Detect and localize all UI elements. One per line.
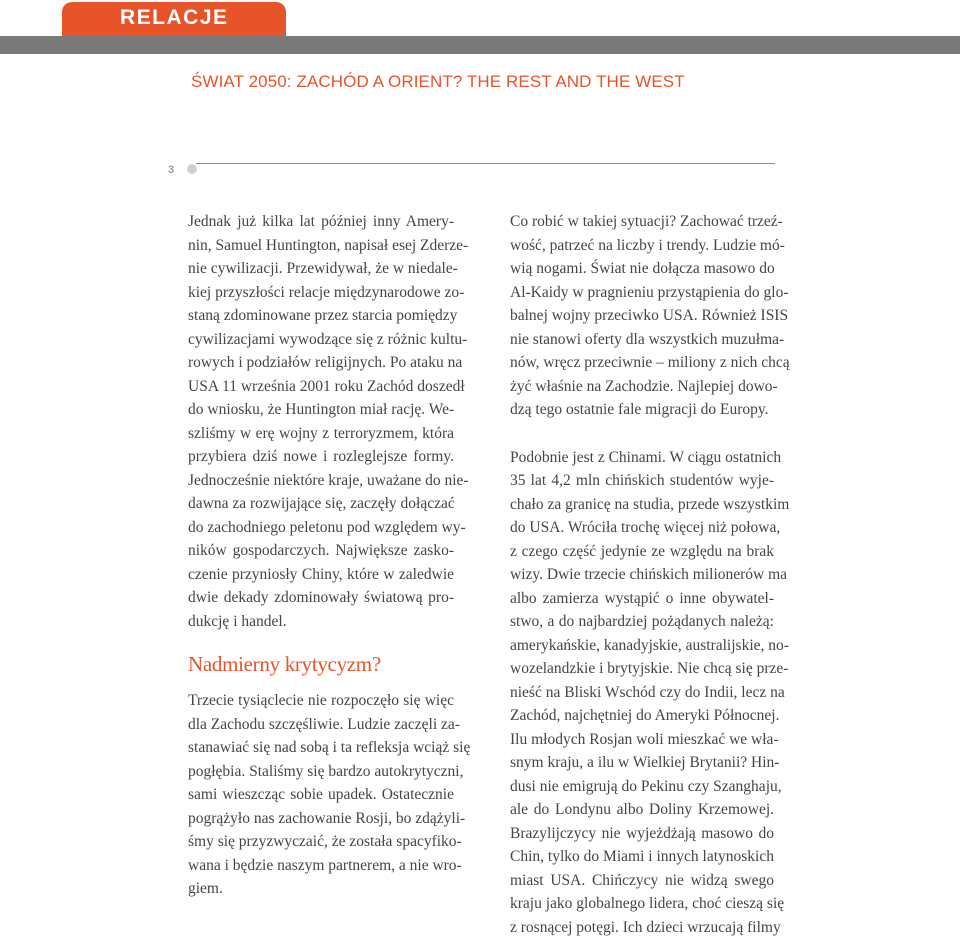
text-line: USA 11 września 2001 roku Zachód doszedł bbox=[188, 375, 454, 399]
text-line: dawna za rozwijające się, zaczęły dołączać bbox=[188, 492, 454, 516]
text-line: dzą tego ostatnie fale migracji do Europy. bbox=[510, 398, 774, 422]
text-line: Al-Kaidy w pragnieniu przystąpienia do glo- bbox=[510, 281, 774, 305]
text-line: amerykańskie, kanadyjskie, australijskie, no- bbox=[510, 634, 774, 658]
text-line: wozelandzkie i brytyjskie. Nie chcą się prze- bbox=[510, 657, 774, 681]
text-line: pogłębia. Staliśmy się bardzo autokrytyczni, bbox=[188, 760, 454, 784]
text-line: do USA. Wróciła trochę więcej niż połowa, bbox=[510, 516, 774, 540]
text-line: ale do Londynu albo Doliny Krzemowej. bbox=[510, 798, 774, 822]
left-column bbox=[188, 210, 454, 901]
text-line: wana i będzie naszym partnerem, a nie wro- bbox=[188, 854, 454, 878]
text-line: dukcję i handel. bbox=[188, 610, 454, 634]
text-line: Jednak już kilka lat później inny Amery- bbox=[188, 210, 454, 234]
text-line: balnej wojny przeciwko USA. Również ISIS bbox=[510, 304, 774, 328]
text-line: nin, Samuel Huntington, napisał esej Zderze- bbox=[188, 234, 454, 258]
text-line: Zachód, najchętniej do Ameryki Północnej. bbox=[510, 704, 774, 728]
text-line: snym kraju, a ilu w Wielkiej Brytanii? Hin- bbox=[510, 751, 774, 775]
section-label: RELACJE bbox=[120, 6, 229, 30]
text-line: ników gospodarczych. Największe zasko- bbox=[188, 539, 454, 563]
text-line: szliśmy w erę wojny z terroryzmem, która bbox=[188, 422, 454, 446]
text-line: chało za granicę na studia, przede wszystkim bbox=[510, 493, 774, 517]
text-line: do zachodniego peletonu pod względem wy- bbox=[188, 516, 454, 540]
text-line: Chin, tylko do Miami i innych latynoskich bbox=[510, 845, 774, 869]
text-line: do wniosku, że Huntington miał rację. We- bbox=[188, 398, 454, 422]
text-line: sami wieszcząc sobie upadek. Ostatecznie bbox=[188, 783, 454, 807]
right-paragraph-2 bbox=[510, 446, 774, 939]
text-line: cywilizacjami wywodzące się z różnic kultu- bbox=[188, 328, 454, 352]
text-line: staną zdominowane przez starcia pomiędzy bbox=[188, 304, 454, 328]
text-line: dla Zachodu szczęśliwie. Ludzie zaczęli za- bbox=[188, 713, 454, 737]
article-title: ŚWIAT 2050: ZACHÓD A ORIENT? THE REST AND THE WEST bbox=[191, 72, 685, 92]
text-line: miast USA. Chińczycy nie widzą swego bbox=[510, 869, 774, 893]
text-line: albo zamierza wystąpić o inne obywatel- bbox=[510, 587, 774, 611]
text-line: czenie przyniosły Chiny, które w zaledwie bbox=[188, 563, 454, 587]
text-line: rowych i podziałów religijnych. Po ataku na bbox=[188, 351, 454, 375]
text-line: Brazylijczycy nie wyjeżdżają masowo do bbox=[510, 822, 774, 846]
text-line: Podobnie jest z Chinami. W ciągu ostatnich bbox=[510, 446, 774, 470]
text-line: z rosnącej potęgi. Ich dzieci wrzucają filmy bbox=[510, 916, 774, 939]
page-dot bbox=[187, 164, 197, 174]
text-line: nie cywilizacji. Przewidywał, że w niedale- bbox=[188, 257, 454, 281]
right-column bbox=[510, 210, 774, 939]
text-line: Trzecie tysiąclecie nie rozpoczęło się więc bbox=[188, 689, 454, 713]
text-line: śmy się przyzwyczaić, że została spacyfiko- bbox=[188, 830, 454, 854]
text-line: kraju jako globalnego lidera, choć cieszą się bbox=[510, 892, 774, 916]
text-line: dwie dekady zdominowały światową pro- bbox=[188, 586, 454, 610]
text-line: wią nogami. Świat nie dołącza masowo do bbox=[510, 257, 774, 281]
text-line: nów, wręcz przeciwnie – miliony z nich chcą bbox=[510, 351, 774, 375]
text-line: przybiera dziś nowe i rozleglejsze formy. bbox=[188, 445, 454, 469]
text-line: nie stanowi oferty dla wszystkich muzułma- bbox=[510, 328, 774, 352]
left-paragraph-1 bbox=[188, 210, 454, 633]
text-line: nieść na Bliski Wschód czy do Indii, lecz na bbox=[510, 681, 774, 705]
text-line: Ilu młodych Rosjan woli mieszkać we wła- bbox=[510, 728, 774, 752]
text-line: pogrążyło nas zachowanie Rosji, bo zdążyli- bbox=[188, 807, 454, 831]
text-line: wizy. Dwie trzecie chińskich milionerów ma bbox=[510, 563, 774, 587]
text-line: z czego część jedynie ze względu na brak bbox=[510, 540, 774, 564]
text-line: stwo, a do najbardziej pożądanych należą: bbox=[510, 610, 774, 634]
text-line: żyć właśnie na Zachodzie. Najlepiej dowo- bbox=[510, 375, 774, 399]
subheading: Nadmierny krytycyzm? bbox=[188, 651, 454, 677]
text-line: Co robić w takiej sytuacji? Zachować trzeź- bbox=[510, 210, 774, 234]
right-paragraph-1 bbox=[510, 210, 774, 422]
page-number: 3 bbox=[168, 164, 174, 176]
text-line: giem. bbox=[188, 877, 454, 901]
page-rule bbox=[196, 163, 775, 164]
text-line: 35 lat 4,2 mln chińskich studentów wyje- bbox=[510, 469, 774, 493]
section-tab bbox=[62, 2, 286, 36]
text-line: kiej przyszłości relacje międzynarodowe zo- bbox=[188, 281, 454, 305]
text-line: dusi nie emigrują do Pekinu czy Szanghaju, bbox=[510, 775, 774, 799]
left-paragraph-2 bbox=[188, 689, 454, 901]
paragraph-gap bbox=[510, 422, 774, 446]
text-line: wość, patrzeć na liczby i trendy. Ludzie mó- bbox=[510, 234, 774, 258]
header-bar bbox=[0, 36, 960, 54]
text-line: stanawiać się nad sobą i ta refleksja wciąż się bbox=[188, 736, 454, 760]
text-line: Jednocześnie niektóre kraje, uważane do nie- bbox=[188, 469, 454, 493]
